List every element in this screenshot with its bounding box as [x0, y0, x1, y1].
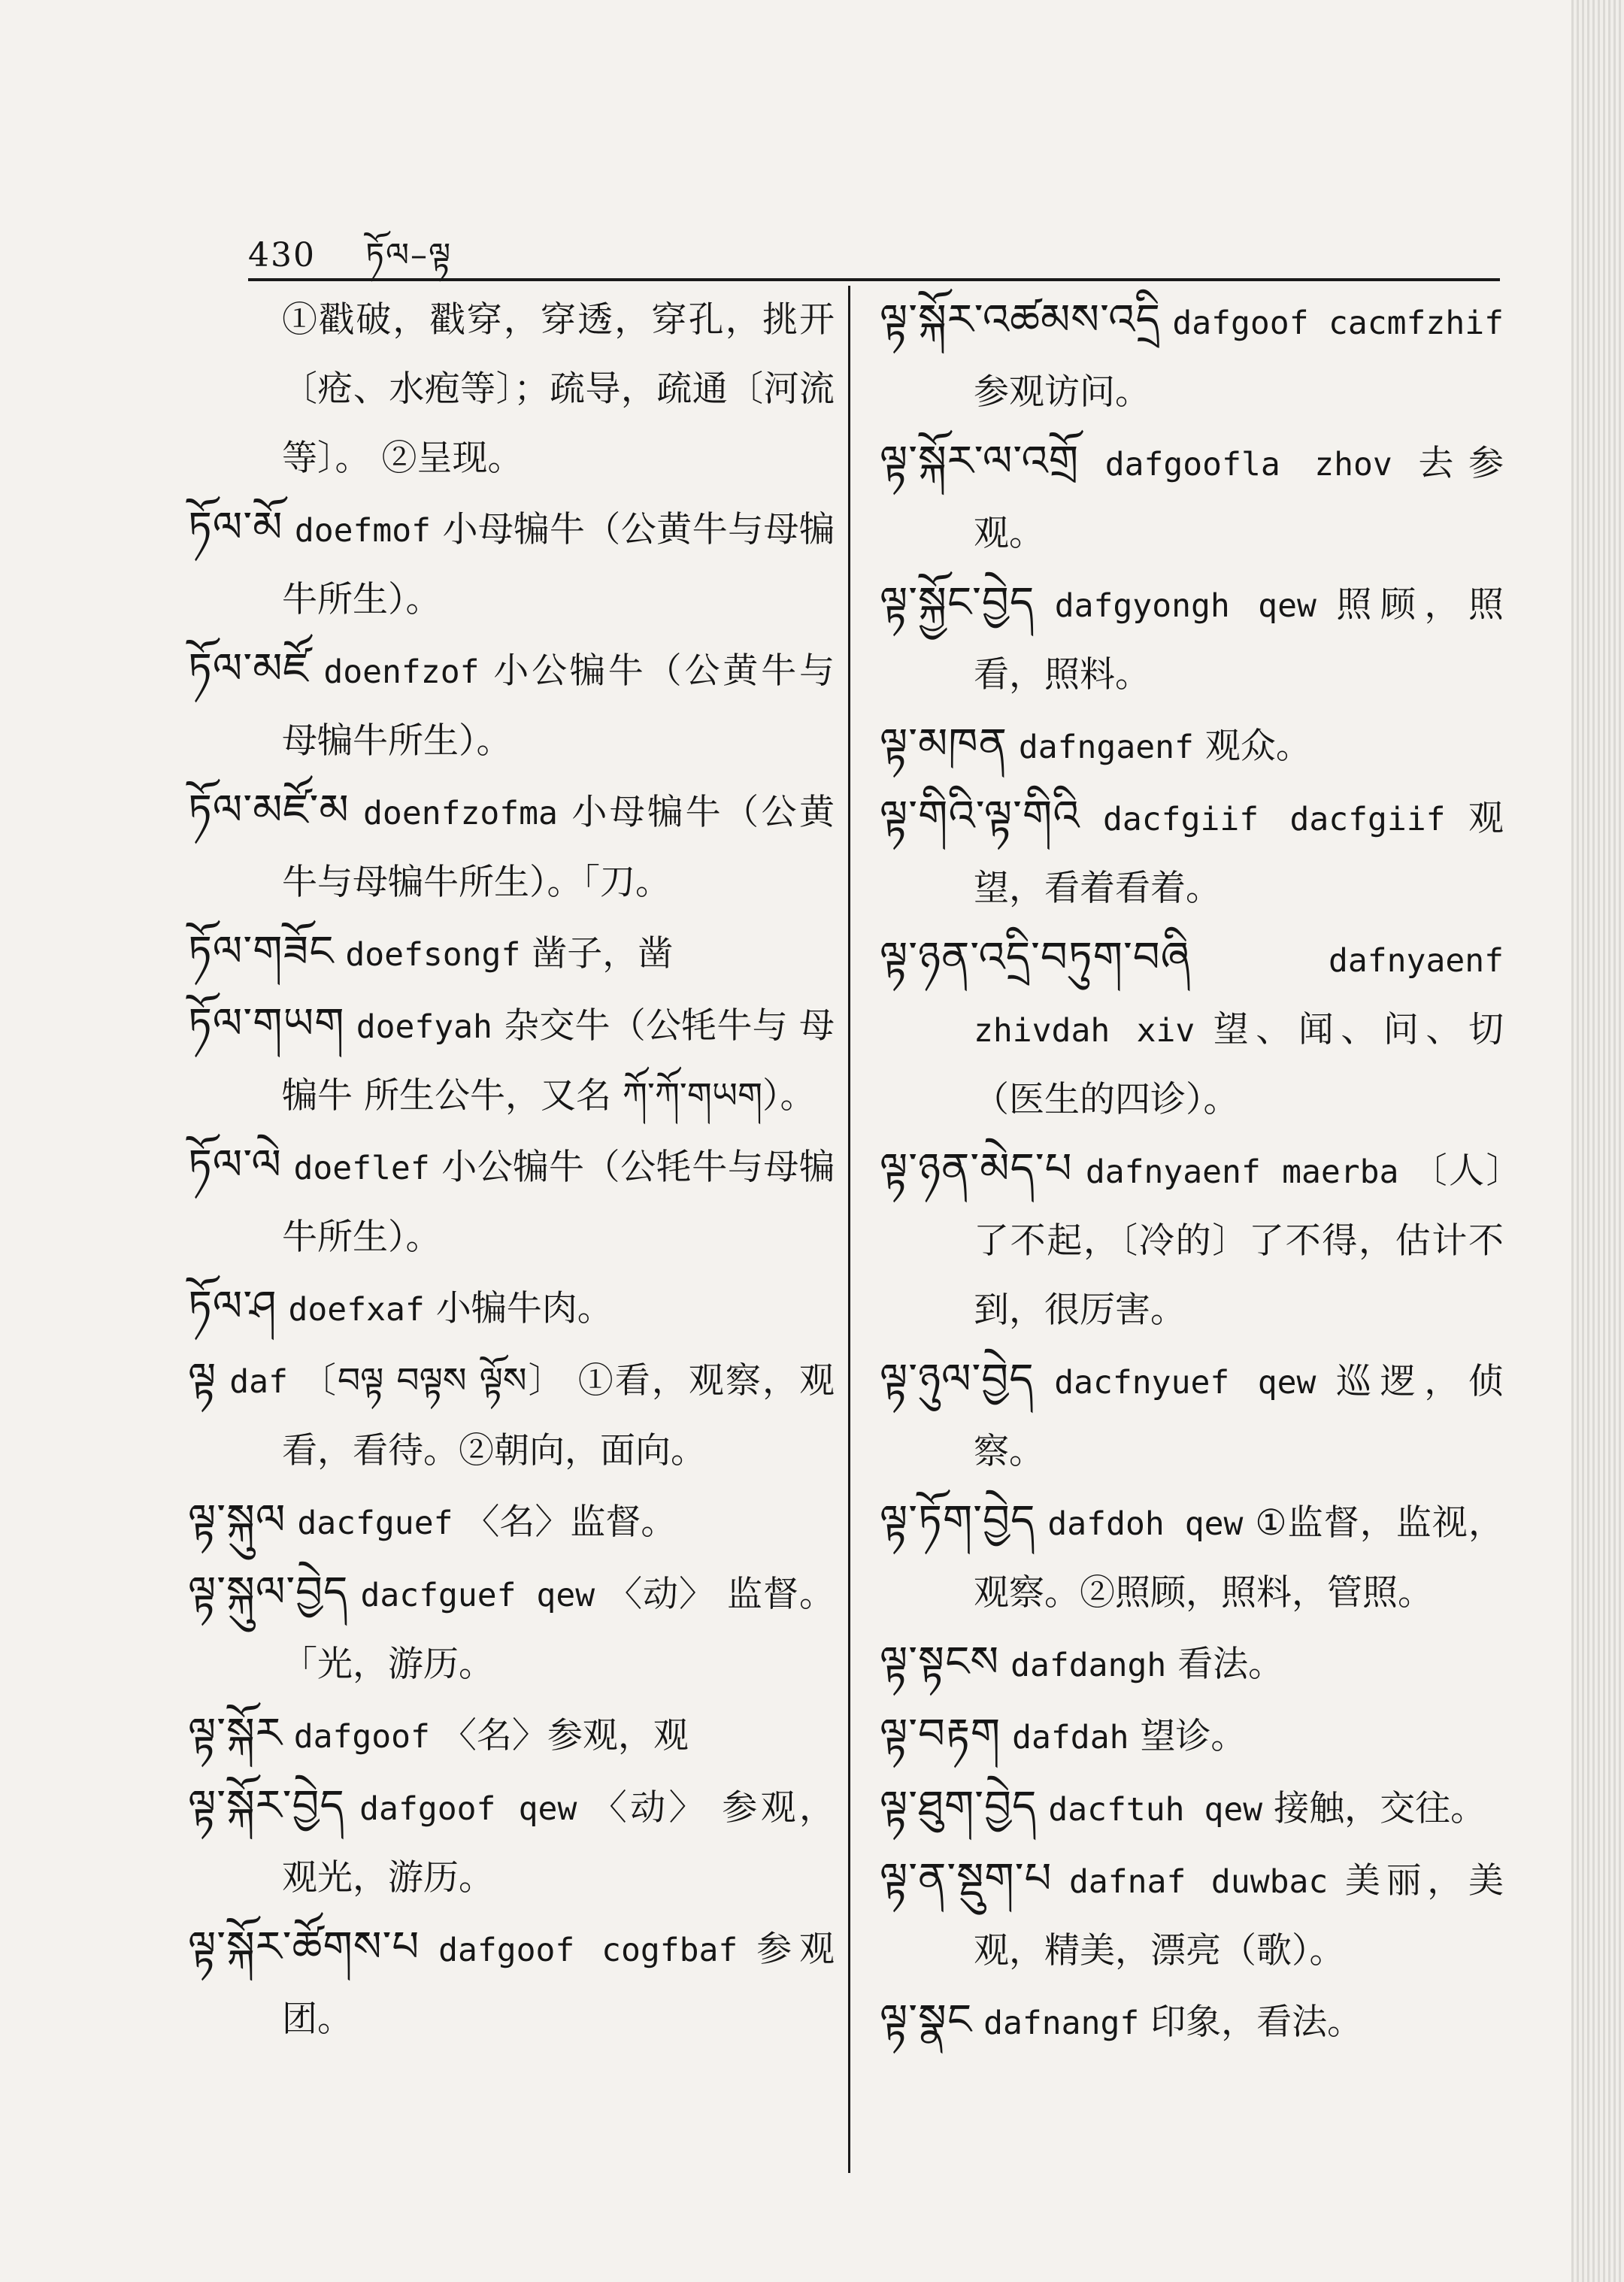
- entry-romanization: dafgoof cogfbaf: [438, 1932, 738, 1969]
- entry-definition: 照顾，照看，照料。: [974, 584, 1504, 696]
- entry-romanization: dacfgiif dacfgiif: [1103, 801, 1446, 838]
- dictionary-entry: [188, 635, 835, 776]
- entry-headword: ལྟ་བརྟག: [880, 1710, 1001, 1759]
- entry-definition: 〈动〉 参观，观光，游历。: [282, 1787, 835, 1899]
- entry-romanization: doenfzof: [323, 653, 480, 691]
- entry-definition: 印象，看法。: [1150, 2002, 1363, 2043]
- entry-headword: ཏོལ་མཛོ: [188, 644, 310, 693]
- entry-headword: ལྟ་མཁན: [880, 720, 1007, 768]
- entry-romanization: dafdoh qew: [1047, 1505, 1244, 1543]
- entry-romanization: doefmof: [294, 512, 432, 550]
- dictionary-entry: [188, 1272, 835, 1344]
- entry-romanization: dafnyaenf zhivdah xiv: [974, 942, 1504, 1050]
- entry-definition: 看法。: [1177, 1644, 1284, 1685]
- entry-romanization: dacfguef: [297, 1505, 453, 1542]
- entry-romanization: dafgoof qew: [359, 1790, 577, 1828]
- entry-definition: 参观团。: [282, 1929, 835, 2040]
- dictionary-entry: [188, 493, 835, 635]
- left-column: [188, 286, 835, 2054]
- entry-headword: ལྟ་སྐོར་བྱེད: [188, 1781, 345, 1830]
- entry-headword: ལྟ་སྐོར: [188, 1709, 283, 1758]
- column-divider: [848, 286, 850, 2173]
- dictionary-entry: [880, 1844, 1504, 1986]
- entry-definition: 〔བལྟ བལྟས ལྟོས〕 ①看，观察，观看，看待。②朝向，面向。: [282, 1360, 835, 1471]
- dictionary-entry: [880, 1135, 1504, 1345]
- entry-definition: 小公犏牛（公牦牛与母犏牛所生）。: [282, 1147, 835, 1258]
- entry-headword: ལྟ་ཐུག་བྱེད: [880, 1782, 1038, 1831]
- entry-headword: ལྟ་སྐོར་ལ་འགྲོ: [880, 437, 1080, 486]
- page-edge-shadow: [1571, 0, 1624, 2282]
- dictionary-entry: [188, 1913, 835, 2054]
- dictionary-entry: [188, 1131, 835, 1272]
- entry-headword: ལྟ་སྐུལ་བྱེད: [188, 1568, 349, 1617]
- dictionary-entry: [880, 923, 1504, 1135]
- entry-headword: ལྟ་ཉུལ་བྱེད: [880, 1355, 1035, 1404]
- entry-romanization: daf: [229, 1363, 288, 1401]
- entry-romanization: dafgoof: [293, 1718, 430, 1756]
- entry-definition: ①监督，监视，观察。②照顾，照料，管照。: [974, 1502, 1504, 1614]
- entry-romanization: dacfnyuef qew: [1054, 1364, 1316, 1402]
- entry-definition: 杂交牛（公牦牛与 母犏牛 所生公牛，又名 ཀོ་ཀོ་གཡག）。: [282, 1005, 835, 1117]
- entry-romanization: dafgoofla zhov: [1104, 446, 1392, 483]
- entry-definition: 望、闻、问、切（医生的四诊）。: [974, 1009, 1504, 1120]
- dictionary-entry: [880, 1986, 1504, 2058]
- entry-headword: ཏོལ་མོ: [188, 503, 283, 552]
- entry-headword: ཏོལ་གཟོང: [188, 927, 335, 976]
- dictionary-entry: [188, 989, 835, 1131]
- entry-romanization: dafgyongh qew: [1054, 587, 1316, 625]
- entry-headword: ཏོལ་ལེ: [188, 1141, 282, 1189]
- dictionary-entry: [880, 782, 1504, 923]
- entry-headword: ལྟ་ན་སྡུག་པ: [880, 1854, 1053, 1903]
- entry-headword: ལྟ་ཉན་མེད་པ: [880, 1144, 1073, 1193]
- entry-definition: 小公犏牛（公黄牛与母犏牛所生）。: [282, 650, 835, 762]
- dictionary-entry: [880, 710, 1504, 782]
- header-rule: [248, 278, 1500, 281]
- entry-definition: 〔人〕了不起，〔冷的〕了不得，估计不到，很厉害。: [974, 1150, 1504, 1331]
- entry-romanization: doefyah: [356, 1008, 492, 1046]
- entry-romanization: doenfzofma: [363, 795, 558, 832]
- entry-headword: ལྟ་སྣང: [880, 1996, 973, 2044]
- dictionary-entry: [880, 286, 1504, 427]
- dictionary-entry: [188, 1558, 835, 1699]
- entry-headword: ལྟ་སྐུལ: [188, 1496, 286, 1544]
- entry-romanization: dafdangh: [1010, 1647, 1167, 1684]
- entry-romanization: doeflef: [293, 1150, 430, 1187]
- entry-definition: 凿子，凿: [532, 933, 674, 974]
- entry-definition: 观众。: [1204, 726, 1311, 767]
- entry-definition: 接触，交往。: [1274, 1788, 1486, 1829]
- right-column: [880, 286, 1504, 2058]
- entry-headword: ལྟ་གིའི་ལྟ་གིའི: [880, 792, 1080, 841]
- dictionary-entry: [880, 568, 1504, 710]
- page-number: 430: [248, 236, 316, 274]
- entry-definition: 巡逻，侦察。: [974, 1361, 1504, 1472]
- entry-definition: 参观访问。: [974, 371, 1150, 413]
- entry-romanization: doefsongf: [345, 936, 521, 974]
- entry-romanization: dacftuh qew: [1048, 1791, 1263, 1829]
- dictionary-entry: [880, 1345, 1504, 1486]
- entry-definition: 〈动〉 监督。 「光，游历。: [282, 1574, 835, 1685]
- entry-headword: ཏོལ་གཡག: [188, 999, 345, 1048]
- dictionary-entry: [188, 1486, 835, 1558]
- dictionary-entry: [188, 1771, 835, 1913]
- entry-romanization: dafngaenf: [1018, 729, 1194, 766]
- entry-romanization: dafdah: [1012, 1719, 1129, 1756]
- entry-headword: ལྟ་ཉན་འདྲི་བཏུག་བཞི: [880, 933, 1191, 982]
- dictionary-entry: [188, 776, 835, 917]
- entry-headword: ལྟ་སྐྱོང་བྱེད: [880, 578, 1035, 627]
- entry-definition: 小母犏牛（公黄牛与母犏牛所生）。「刀。: [282, 792, 835, 903]
- entry-romanization: dafnangf: [983, 2005, 1140, 2042]
- entry-definition: 望诊。: [1140, 1716, 1247, 1757]
- dictionary-entry: [880, 1628, 1504, 1700]
- entry-romanization: dafgoof cacmfzhif: [1172, 305, 1504, 342]
- entry-headword: ལྟ་ཏོག་བྱེད: [880, 1496, 1036, 1545]
- dictionary-entry: [880, 1772, 1504, 1844]
- entry-romanization: dafnyaenf maerba: [1085, 1153, 1399, 1191]
- entry-romanization: dafnaf duwbac: [1069, 1863, 1329, 1901]
- entry-definition: 〈名〉监督。: [464, 1502, 677, 1543]
- running-head: ཏོལ–ལྟ: [365, 236, 453, 274]
- dictionary-entry: [880, 427, 1504, 568]
- entry-definition: 小母犏牛（公黄牛与母犏牛所生）。: [282, 509, 835, 620]
- continued-definition: ①戳破，戳穿，穿透，穿孔，挑开〔疮、水疱等〕；疏导，疏通〔河流等〕。 ②呈现。: [282, 299, 835, 479]
- entry-definition: 去参观。: [974, 443, 1504, 554]
- entry-headword: ཏོལ་ཤ: [188, 1282, 277, 1331]
- entry-headword: ལྟ་སྐོར་འཚམས་འདྲི: [880, 295, 1161, 344]
- dictionary-entry: [188, 1699, 835, 1771]
- entry-headword: ལྟ: [188, 1354, 217, 1403]
- dictionary-entry: [880, 1486, 1504, 1628]
- entry-definition: 〈名〉参观，观: [441, 1715, 689, 1756]
- entry-headword: ལྟ་སྟངས: [880, 1638, 1000, 1686]
- entry-romanization: doefxaf: [288, 1291, 425, 1329]
- entry-definition: 观望，看着看着。: [974, 798, 1504, 909]
- dictionary-entry: [188, 1344, 835, 1486]
- entry-definition: 小犏牛肉。: [435, 1288, 613, 1329]
- entry-headword: ལྟ་སྐོར་ཚོགས་པ: [188, 1923, 420, 1971]
- entry-definition: 美丽，美观，精美，漂亮（歌）。: [974, 1860, 1504, 1971]
- entry-headword: ཏོལ་མཛོ་མ: [188, 786, 350, 835]
- entry-romanization: dacfguef qew: [360, 1577, 595, 1614]
- dictionary-entry: [880, 1700, 1504, 1772]
- dictionary-entry: [188, 917, 835, 989]
